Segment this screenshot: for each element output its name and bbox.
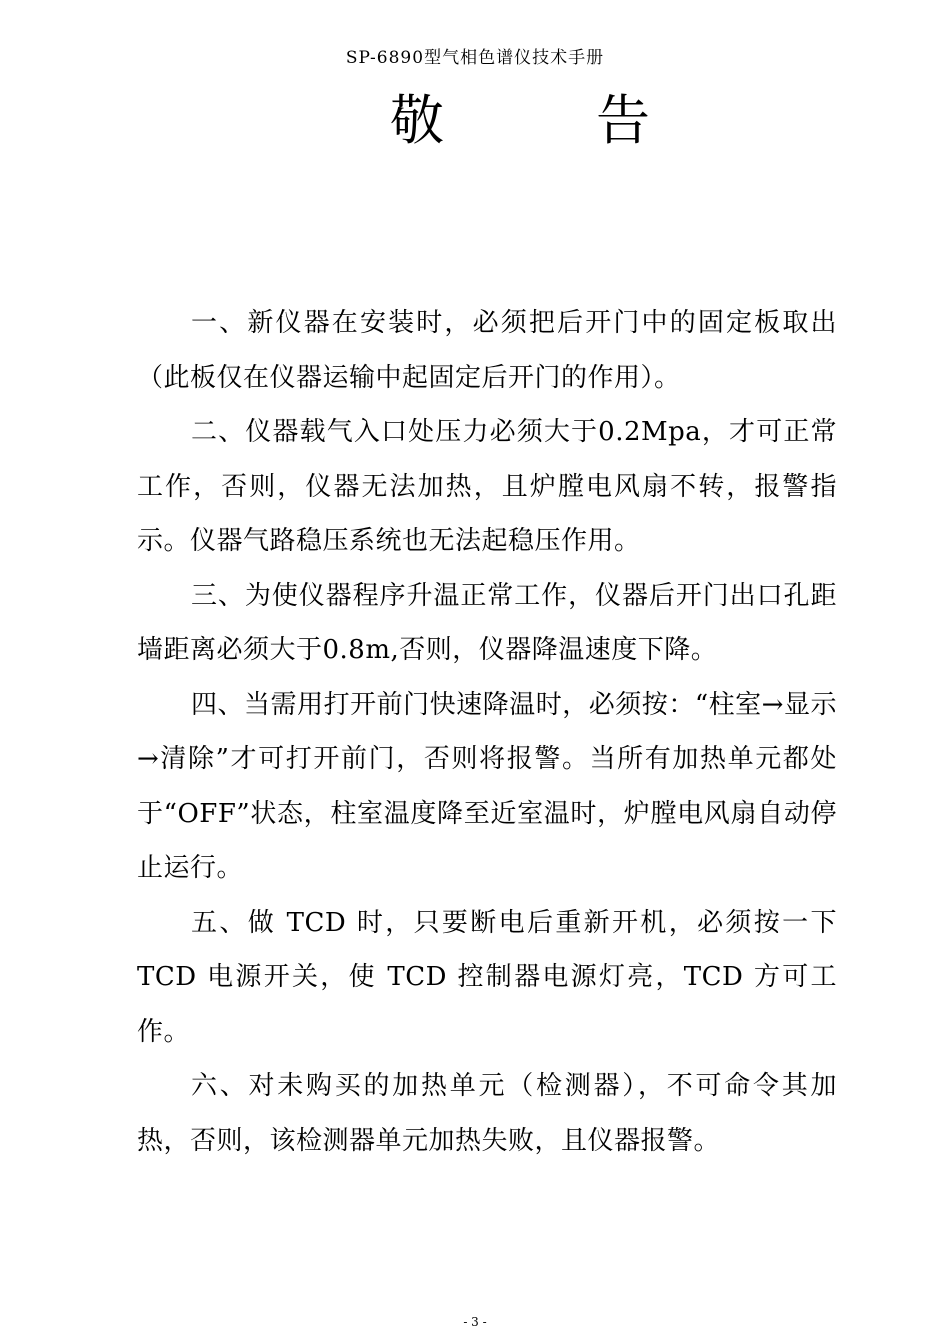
- notice-paragraph-2: 二、仪器载气入口处压力必须大于0.2Mpa，才可正常工作，否则，仪器无法加热，且炉膛电风扇不转，报警指示。仪器气路稳压系统也无法起稳压作用。: [137, 417, 837, 556]
- notice-paragraph-5: 五、做 TCD 时，只要断电后重新开机，必须按一下TCD 电源开关，使 TCD 控制器电源灯亮，TCD 方可工作。: [137, 907, 837, 1047]
- notice-paragraph-4: 四、当需用打开前门快速降温时，必须按：“柱室→显示→清除”才可打开前门，否则将报警。当所有加热单元都处于“OFF”状态，柱室温度降至近室温时，炉膛电风扇自动停止运行。: [137, 689, 837, 883]
- title-char-2: 告: [596, 89, 650, 152]
- page-title: [0, 86, 950, 156]
- notice-paragraph-6: 六、对未购买的加热单元（检测器），不可命令其加热，否则，该检测器单元加热失败，且仪器报警。: [137, 1071, 837, 1156]
- running-header: SP-6890型气相色谱仪技术手册: [345, 48, 605, 68]
- notice-paragraph-1: 一、新仪器在安装时，必须把后开门中的固定板取出（此板仅在仪器运输中起固定后开门的作用）。: [137, 308, 837, 393]
- page-number: - 3 -: [463, 1315, 487, 1329]
- notice-body: [137, 296, 837, 1168]
- title-char-1: 敬: [390, 89, 444, 152]
- notice-paragraph-3: 三、为使仪器程序升温正常工作，仪器后开门出口孔距墙距离必须大于0.8m,否则，仪器降温速度下降。: [137, 580, 837, 665]
